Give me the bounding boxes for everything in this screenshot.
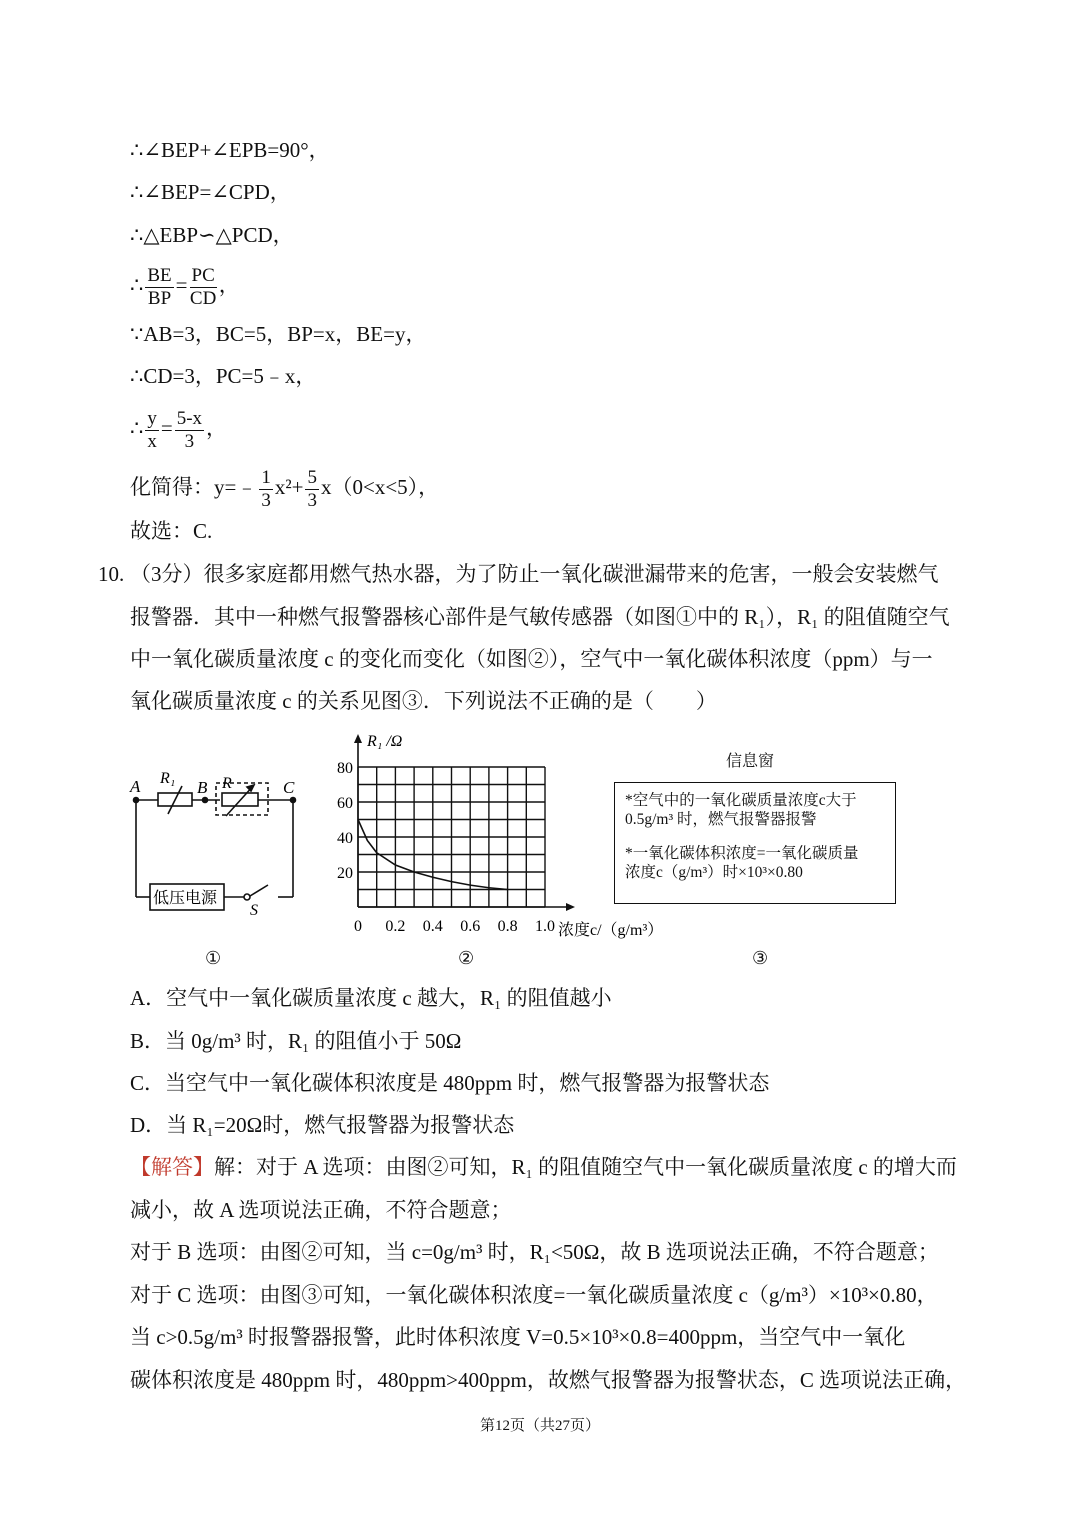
page-footer: 第12页（共27页）	[479, 1418, 600, 1434]
numerator: 5	[307, 466, 317, 488]
text: ，	[218, 273, 240, 297]
figure-caption: ①	[205, 948, 222, 968]
text-line: （3分）很多家庭都用燃气热水器，为了防止一氧化碳泄漏带来的危害，一般会安装燃气	[130, 562, 939, 586]
label-a: A	[130, 777, 141, 796]
text-line	[130, 1153, 957, 1181]
x-tick-label: 0.6	[460, 918, 481, 935]
numerator: PC	[191, 264, 215, 286]
x-tick-label: 0.8	[497, 918, 518, 935]
y-axis-arrow	[354, 734, 362, 743]
label-s: S	[250, 902, 258, 919]
text: ∴	[130, 416, 144, 440]
text: x（0<x<5），	[320, 475, 440, 499]
numerator: 5-x	[176, 407, 203, 429]
info-text: 0.5g/m³ 时，燃气报警器报警	[625, 811, 817, 828]
text-line: ∴∠BEP+∠EPB=90°，	[130, 138, 330, 162]
denominator: 3	[184, 430, 195, 452]
text-line: 当 c>0.5g/m³ 时报警器报警，此时体积浓度 V=0.5×10³×0.8=400ppm，当空气中一氧化	[130, 1325, 906, 1349]
denominator: x	[147, 430, 157, 452]
text: 化简得：y=﹣	[130, 475, 258, 499]
option-a: A．空气中一氧化碳质量浓度 c 越大，R₁ 的阻值越小	[130, 986, 612, 1010]
text: =	[160, 416, 173, 440]
y-tick-label: 40	[337, 830, 353, 847]
text-line: 故选：C.	[130, 519, 213, 543]
text: =	[175, 273, 188, 297]
answer-tag: 【解答】	[130, 1155, 214, 1179]
text-line: 减小，故 A 选项说法正确，不符合题意；	[130, 1198, 512, 1222]
text-line: 对于 C 选项：由图③可知，一氧化碳体积浓度=一氧化碳质量浓度 c（g/m³）×10³×0.80，	[130, 1283, 938, 1307]
text-line: 碳体积浓度是 480ppm 时，480ppm>400ppm，故燃气报警器为报警状态，C 选项说法正确，	[130, 1368, 967, 1392]
option-d: D．当 R₁=20Ω时，燃气报警器为报警状态	[130, 1113, 515, 1137]
figure-caption: ②	[458, 948, 475, 968]
info-window	[614, 782, 896, 904]
x-axis-arrow	[566, 903, 575, 911]
text-line: ∴CD=3，PC=5﹣x，	[130, 364, 317, 388]
numerator: BE	[147, 264, 172, 286]
x-tick-label: 1.0	[535, 918, 555, 935]
y-tick-label: 60	[337, 795, 353, 812]
y-tick-label: 20	[337, 865, 353, 882]
text-line: ∴∠BEP=∠CPD，	[130, 180, 291, 204]
label-c: C	[283, 778, 295, 797]
text: ，	[206, 416, 228, 440]
option-b: B．当 0g/m³ 时，R₁ 的阻值小于 50Ω	[130, 1029, 462, 1053]
numerator: 1	[261, 466, 271, 488]
label-r: R	[222, 775, 232, 792]
text: ∴	[130, 273, 144, 297]
x-axis-label: 浓度c/（g/m³）	[558, 922, 664, 939]
y-tick-label: 80	[337, 760, 353, 777]
question-number: 10.	[98, 562, 125, 586]
option-c: C．当空气中一氧化碳体积浓度是 480ppm 时，燃气报警器为报警状态	[130, 1071, 770, 1095]
text: x²+	[274, 475, 304, 499]
text-line: 报警器．其中一种燃气报警器核心部件是气敏传感器（如图①中的 R₁），R₁ 的阻值随空气	[130, 605, 950, 629]
text-line: 中一氧化碳质量浓度 c 的变化而变化（如图②），空气中一氧化碳体积浓度（ppm）与一	[130, 647, 933, 671]
info-text: *一氧化碳体积浓度=一氧化碳质量	[625, 845, 859, 862]
figure-caption: ③	[752, 948, 769, 968]
y-axis-label: R₁ /Ω	[367, 733, 403, 750]
label-r1: R₁	[160, 770, 176, 787]
power-label: 低压电源	[153, 890, 218, 907]
x-tick-label: 0.4	[422, 918, 443, 935]
text-line: ∴△EBP∽△PCD，	[130, 223, 294, 247]
info-text: *空气中的一氧化碳质量浓度c大于	[625, 792, 857, 809]
x-tick-label: 0.2	[385, 918, 406, 935]
info-window-title: 信息窗	[726, 753, 775, 770]
info-text: 浓度c（g/m³）时×10³×0.80	[625, 864, 803, 881]
denominator: CD	[189, 287, 217, 309]
text-line: 对于 B 选项：由图②可知，当 c=0g/m³ 时，R₁<50Ω，故 B 选项说法正确，不符合题意；	[130, 1240, 939, 1264]
denominator: 3	[307, 489, 317, 511]
text: 解：对于 A 选项：由图②可知，R₁ 的阻值随空气中一氧化碳质量浓度 c 的增大而	[214, 1155, 957, 1179]
text-line: 氧化碳质量浓度 c 的关系见图③．下列说法不正确的是（ ）	[130, 689, 717, 713]
text-line: ∵AB=3，BC=5，BP=x，BE=y，	[130, 322, 427, 346]
denominator: BP	[147, 287, 172, 309]
x-tick-label: 0	[354, 918, 362, 935]
denominator: 3	[261, 489, 271, 511]
numerator: y	[147, 407, 157, 429]
label-b: B	[197, 778, 208, 797]
